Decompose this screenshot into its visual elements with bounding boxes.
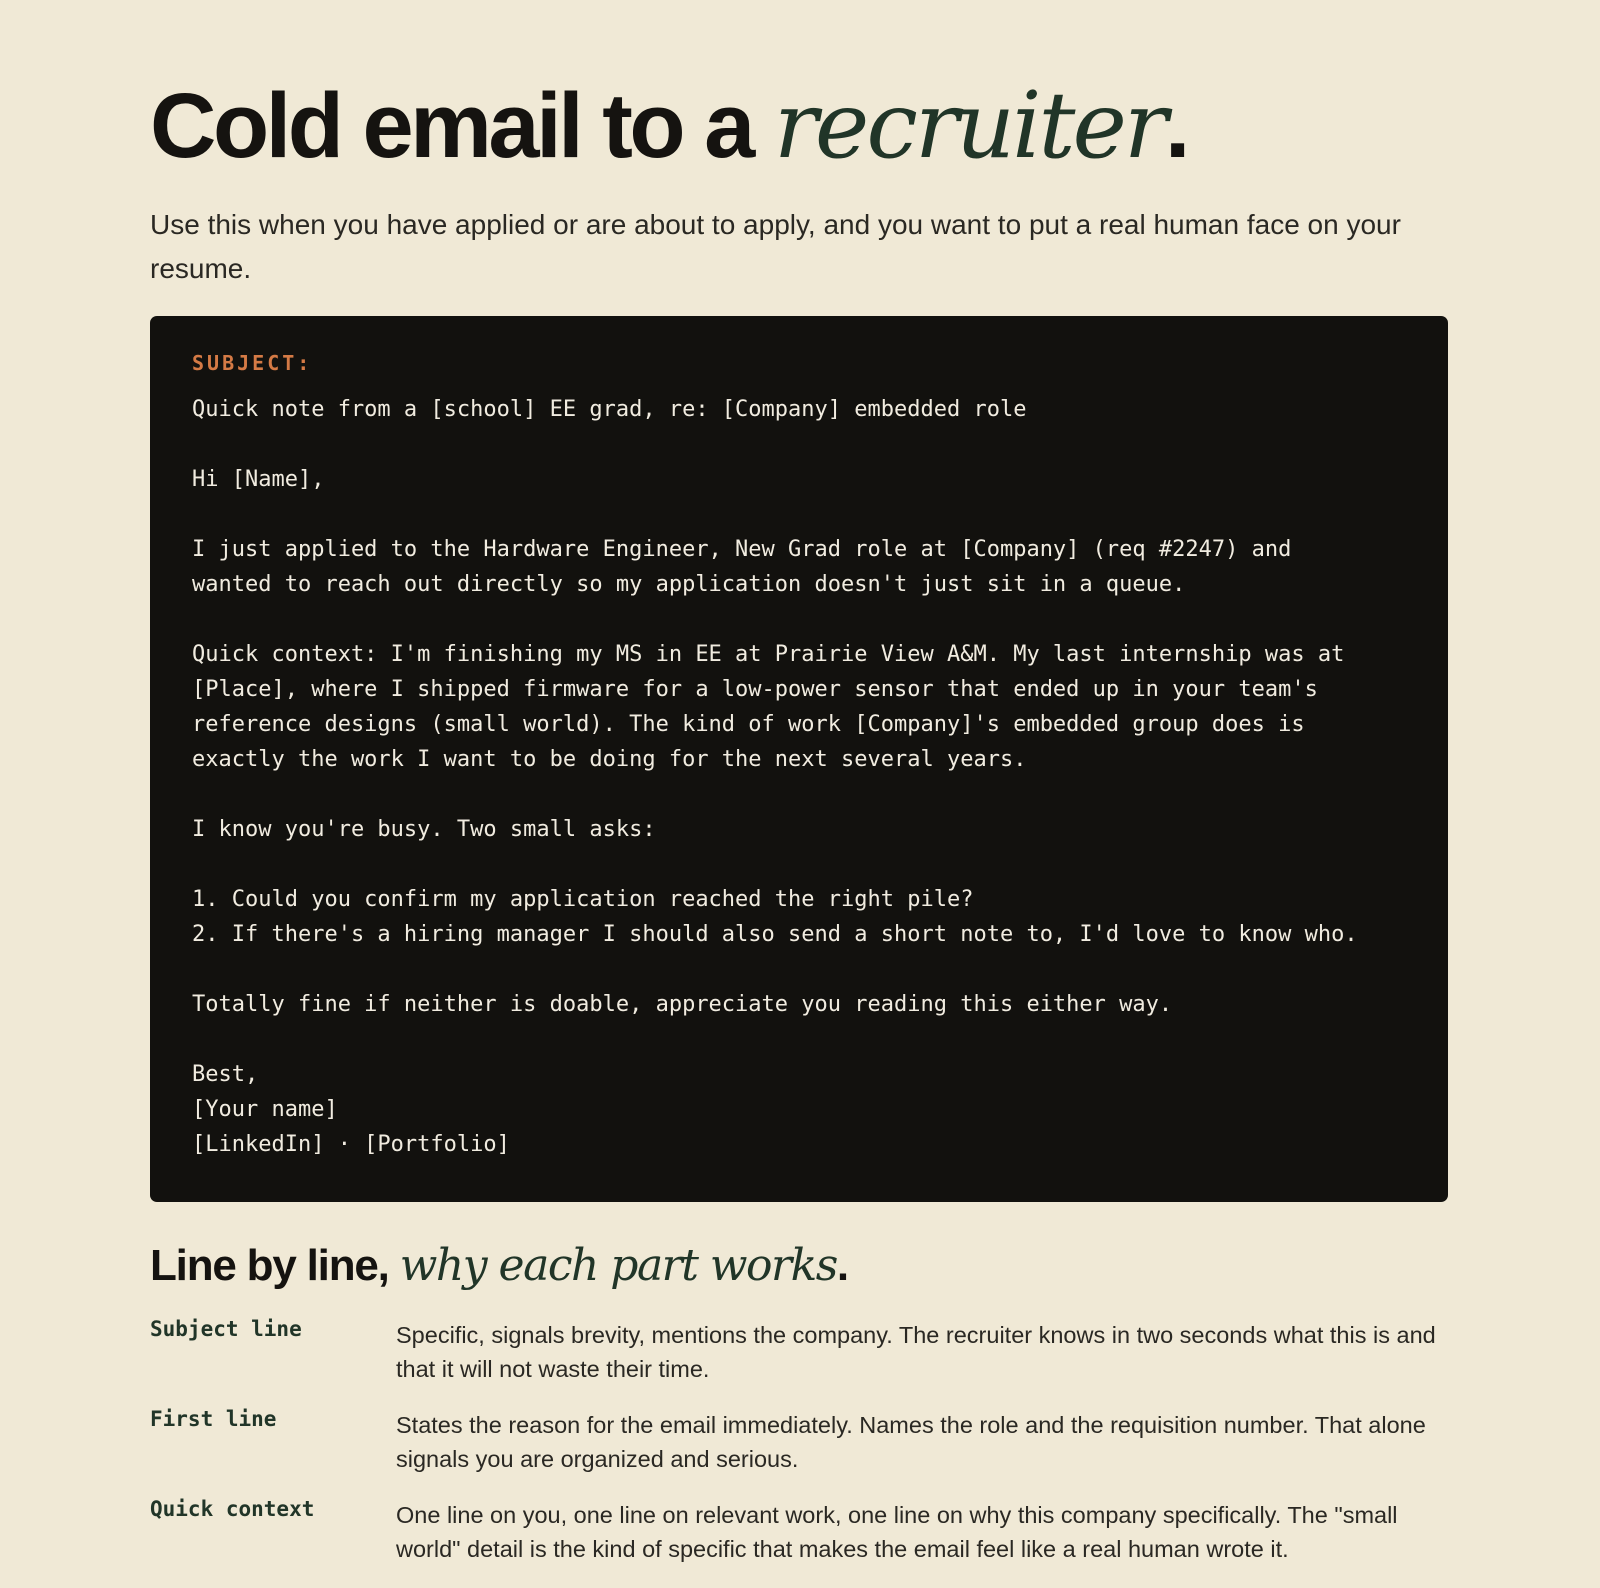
breakdown-list xyxy=(150,1318,1448,1588)
breakdown-heading-period: . xyxy=(836,1241,848,1290)
breakdown-text: One line on you, one line on relevant work, one line on why this company specifically. The "small world" detail is the kind of specific that makes the email feel like a real human wrote it. xyxy=(396,1502,1398,1562)
breakdown-heading-main: Line by line, xyxy=(150,1241,400,1290)
page-title-period: . xyxy=(1164,75,1187,177)
breakdown-row-quick-context xyxy=(150,1498,1448,1566)
email-template-card[interactable] xyxy=(150,316,1448,1202)
page-title-accent: recruiter xyxy=(773,72,1165,179)
breakdown-text: Specific, signals brevity, mentions the company. The recruiter knows in two seconds what this is and that it will not waste their time. xyxy=(396,1322,1436,1382)
breakdown-text: States the reason for the email immediately. Names the role and the requisition number. That alone signals you are organized and serious. xyxy=(396,1412,1426,1472)
page-title-main: Cold email to a xyxy=(150,75,774,177)
email-body[interactable]: Quick note from a [school] EE grad, re: [Company] embedded role Hi [Name], I just applied to the Hardware Engineer, New Grad role at [Company] (req #2247) and wanted to reach out directly so my application doesn't just sit in a queue. Quick context: I'm finishing my MS in EE at Prairie View A&M. My last internship was at [Place], where I shipped firmware for a low-power sensor that ended up in your team's reference designs (small world). The kind of work [Company]'s embedded group does is exactly the work I want to be doing for the next several years. I know you're busy. Two small asks: 1. Could you confirm my application reached the right pile? 2. If there's a hiring manager I should also send a short note to, I'd love to know who. Totally fine if neither is doable, appreciate you reading this either way. Best, [Your name] [LinkedIn] · [Portfolio] xyxy=(192,397,1358,1157)
breakdown-row-first-line xyxy=(150,1408,1448,1476)
breakdown-heading-accent: why each part works xyxy=(399,1240,837,1291)
breakdown-label: First line xyxy=(150,1407,277,1431)
intro-text: Use this when you have applied or are about to apply, and you want to put a real human face on your resume. xyxy=(150,209,1401,284)
breakdown-row-subject-line xyxy=(150,1318,1448,1386)
page-title xyxy=(150,74,1187,178)
breakdown-label: Quick context xyxy=(150,1497,315,1521)
breakdown-label: Subject line xyxy=(150,1317,302,1341)
subject-label: SUBJECT: xyxy=(192,351,313,375)
breakdown-heading xyxy=(150,1238,848,1294)
